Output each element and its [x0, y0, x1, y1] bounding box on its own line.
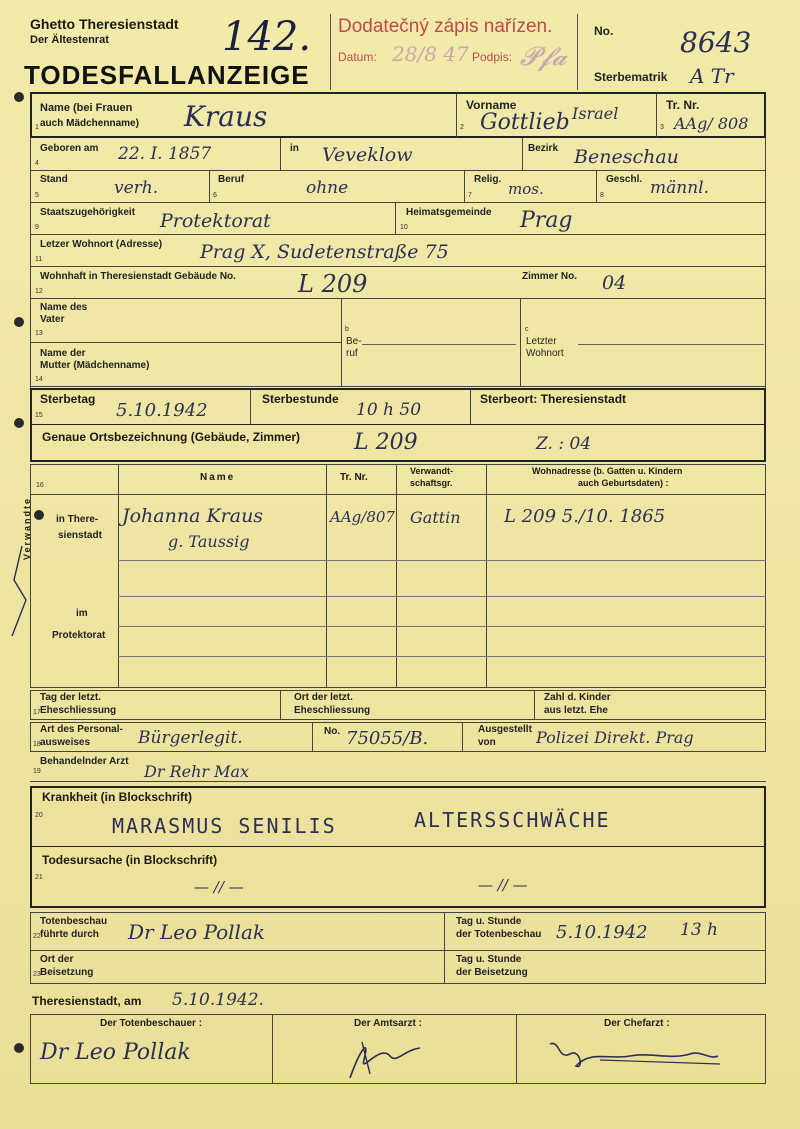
field-number: 20: [35, 812, 43, 819]
field-number: 15: [35, 412, 43, 419]
geboren-value: 22. I. 1857: [118, 144, 212, 164]
relative-name: Johanna Kraus: [122, 505, 264, 527]
col-trnr-header: Tr. Nr.: [340, 472, 368, 483]
field-number: 3: [660, 124, 664, 131]
bezirk-value: Beneschau: [574, 146, 679, 168]
krankheit-label: Krankheit (in Blockschrift): [42, 790, 193, 804]
beisetzung-ort-label-1: Ort der: [40, 954, 74, 965]
geschl-value: männl.: [650, 178, 709, 198]
sig2-label: Der Amtsarzt :: [354, 1018, 422, 1029]
margin-mark: [4, 540, 30, 640]
beisetzung-tag-label-1: Tag u. Stunde: [456, 954, 522, 965]
sig3-label: Der Chefarzt :: [604, 1018, 670, 1029]
sterbematrik-value: A Tr: [690, 64, 734, 88]
stamp-title: Dodatečný zápis nařízen.: [338, 16, 553, 37]
beruf-value: ohne: [306, 178, 349, 198]
in-label: in: [290, 143, 299, 154]
in-there-label-1: in There-: [56, 514, 99, 525]
marriage-row: [30, 690, 766, 720]
place-date-label: Theresienstadt, am: [32, 994, 142, 1008]
beruf-label-1: Be-: [346, 336, 362, 347]
relative-name-2: g. Taussig: [168, 532, 250, 551]
name-label-1: Name (bei Frauen: [40, 102, 133, 114]
stamp-datum-label: Datum:: [338, 50, 377, 64]
beschau-tag-hour: 13 h: [680, 920, 718, 940]
ausweis-no-value: 75055/B.: [346, 728, 429, 749]
sterbeort-label: Sterbeort: Theresienstadt: [480, 392, 627, 406]
ausweis-no-label: No.: [324, 726, 341, 737]
kinder-label-1: Zahl d. Kinder: [544, 692, 611, 703]
sig1-value: Dr Leo Pollak: [40, 1040, 191, 1065]
sterbetag-label: Sterbetag: [40, 392, 96, 406]
beschau-tag-label-1: Tag u. Stunde: [456, 916, 522, 927]
sterbestunde-value: 10 h 50: [356, 400, 422, 420]
no-label: No.: [594, 24, 614, 38]
marriage-ort-label-1: Ort der letzt.: [294, 692, 353, 703]
letzter-label-1: Letzter: [526, 336, 557, 347]
relatives-table: [30, 464, 766, 688]
beschau-tag-value: 5.10.1942: [556, 922, 648, 943]
staat-value: Protektorat: [160, 210, 271, 232]
relig-label: Relig.: [474, 174, 502, 185]
chefarzt-signature: [540, 1030, 740, 1084]
place-date-value: 5.10.1942.: [172, 990, 264, 1010]
handwritten-number: 142.: [222, 14, 312, 60]
wohnort-label: Letzer Wohnort (Adresse): [40, 239, 163, 250]
ausweis-art-value: Bürgerlegit.: [138, 728, 243, 748]
vorname-value-2: Israel: [572, 104, 619, 123]
zimmer-label: Zimmer No.: [522, 271, 578, 282]
krankheit-box: [30, 786, 766, 908]
arzt-label: Behandelnder Arzt: [40, 756, 129, 767]
in-value: Veveklow: [322, 144, 413, 166]
wohnhaft-label: Wohnhaft in Theresienstadt Gebäude No.: [40, 271, 236, 282]
vater-label-1: Name des: [40, 302, 88, 313]
field-number: 18: [33, 741, 41, 748]
beisetzung-tag-label-2: der Beisetzung: [456, 967, 528, 978]
stamp-datum-value: 28/8 47: [392, 42, 469, 66]
field-number: 12: [35, 288, 43, 295]
relative-addr: L 209 5./10. 1865: [504, 506, 666, 527]
sterbetag-value: 5.10.1942: [116, 400, 208, 421]
staat-label: Staatszugehörigkeit: [40, 207, 136, 218]
field-number: 23: [33, 971, 41, 978]
heimat-label: Heimatsgemeinde: [406, 207, 492, 218]
field-number: 10: [400, 224, 408, 231]
field-number: 1: [35, 124, 39, 131]
ortsbez-label: Genaue Ortsbezeichnung (Gebäude, Zimmer): [42, 430, 301, 444]
arzt-value: Dr Rehr Max: [144, 762, 250, 781]
stand-label: Stand: [40, 174, 68, 185]
beschau-label-2: führte durch: [40, 929, 99, 940]
org-line-1: Ghetto Theresienstadt: [30, 16, 179, 32]
beschau-tag-label-2: der Totenbeschau: [456, 929, 542, 940]
amtsarzt-signature: [340, 1030, 430, 1084]
protektorat-label: Protektorat: [52, 630, 106, 641]
bezirk-label: Bezirk: [528, 143, 559, 154]
sig1-label: Der Totenbeschauer :: [100, 1018, 203, 1029]
field-number: 6: [213, 192, 217, 199]
marriage-tag-label-1: Tag der letzt.: [40, 692, 101, 703]
vorname-label: Vorname: [466, 98, 517, 112]
beschau-value: Dr Leo Pollak: [128, 920, 265, 944]
marriage-ort-label-2: Eheschliessung: [294, 705, 371, 716]
field-number: 19: [33, 768, 41, 775]
beruf-label-2: ruf: [346, 348, 358, 359]
form-title: TODESFALLANZEIGE: [24, 60, 310, 90]
trnr-value: AAg/ 808: [674, 114, 749, 133]
geboren-label: Geboren am: [40, 143, 99, 154]
im-label: im: [76, 608, 88, 619]
field-number: 13: [35, 330, 43, 337]
relative-trnr: AAg/807: [330, 508, 395, 526]
in-there-label-2: sienstadt: [58, 530, 102, 541]
col-addr-header-2: auch Geburtsdaten) :: [578, 478, 669, 488]
krankheit-value-1: MARASMUS SENILIS: [112, 814, 337, 838]
no-value: 8643: [680, 26, 752, 59]
krankheit-value-2: ALTERSSCHWÄCHE: [414, 808, 611, 832]
field-number: 2: [460, 124, 464, 131]
beisetzung-ort-label-2: Beisetzung: [40, 967, 94, 978]
ausgestellt-label-1: Ausgestellt: [478, 724, 532, 735]
field-number: 9: [35, 224, 39, 231]
kinder-label-2: aus letzt. Ehe: [544, 705, 608, 716]
field-number: 11: [35, 256, 43, 263]
field-number: 14: [35, 376, 43, 383]
punch-hole-3: [14, 418, 24, 428]
org-line-2: Der Ältestenrat: [30, 34, 109, 46]
zimmer-value: 04: [602, 272, 627, 294]
beschau-label-1: Totenbeschau: [40, 916, 108, 927]
field-number: 17: [33, 709, 41, 716]
stamp-podpis-label: Podpis:: [472, 50, 513, 64]
punch-hole-1: [14, 92, 24, 102]
mutter-label-2: Mutter (Mädchenname): [40, 360, 150, 371]
vater-label-2: Vater: [40, 314, 65, 325]
name-value: Kraus: [184, 100, 268, 133]
trnr-label: Tr. Nr.: [666, 98, 700, 112]
stand-value: verh.: [114, 178, 159, 198]
wohnhaft-value: L 209: [298, 270, 368, 298]
field-number: 21: [35, 874, 43, 881]
relig-value: mos.: [508, 180, 544, 198]
field-number: 7: [468, 192, 472, 199]
arzt-row: [30, 754, 766, 782]
verwandte-side-label: Verwandte: [22, 496, 32, 560]
geschl-label: Geschl.: [606, 174, 643, 185]
ortsbez-value-2: Z. : 04: [536, 434, 592, 454]
ausweis-art-label-2: ausweises: [40, 737, 91, 748]
name-label-2: auch Mädchenname): [40, 118, 139, 129]
field-letter: c: [525, 326, 529, 333]
field-number: 8: [600, 192, 604, 199]
punch-hole-2: [14, 317, 24, 327]
ausgestellt-label-2: von: [478, 737, 496, 748]
field-number: 4: [35, 160, 39, 167]
mutter-label-1: Name der: [40, 348, 86, 359]
heimat-value: Prag: [520, 208, 573, 233]
ortsbez-value-1: L 209: [354, 430, 418, 455]
field-number: 22: [33, 933, 41, 940]
punch-hole-5: [14, 1043, 24, 1053]
col-addr-header-1: Wohnadresse (b. Gatten u. Kindern: [532, 466, 683, 476]
marriage-tag-label-2: Eheschliessung: [40, 705, 117, 716]
col-name-header: Name: [200, 472, 236, 483]
field-number: 5: [35, 192, 39, 199]
todesursache-label: Todesursache (in Blockschrift): [42, 853, 218, 867]
letzter-label-2: Wohnort: [526, 348, 564, 359]
stamp-signature: 𝓟𝓯𝓪: [520, 42, 567, 72]
sterbestunde-label: Sterbestunde: [262, 392, 339, 406]
col-verw-header-2: schaftsgr.: [410, 478, 453, 488]
relative-verw: Gattin: [410, 508, 461, 527]
sterbematrik-label: Sterbematrik: [594, 70, 668, 84]
wohnort-value: Prag X, Sudetenstraße 75: [200, 241, 449, 263]
ausgestellt-value: Polizei Direkt. Prag: [536, 728, 694, 747]
vorname-value: Gottlieb: [480, 110, 570, 135]
col-verw-header-1: Verwandt-: [410, 466, 454, 476]
ausweis-art-label-1: Art des Personal-: [40, 724, 123, 735]
ditto-mark-2: — // —: [478, 876, 528, 894]
field-number: 16: [36, 482, 44, 489]
field-letter: b: [345, 326, 349, 333]
beruf-label: Beruf: [218, 174, 245, 185]
ditto-mark-1: — // —: [194, 878, 244, 896]
